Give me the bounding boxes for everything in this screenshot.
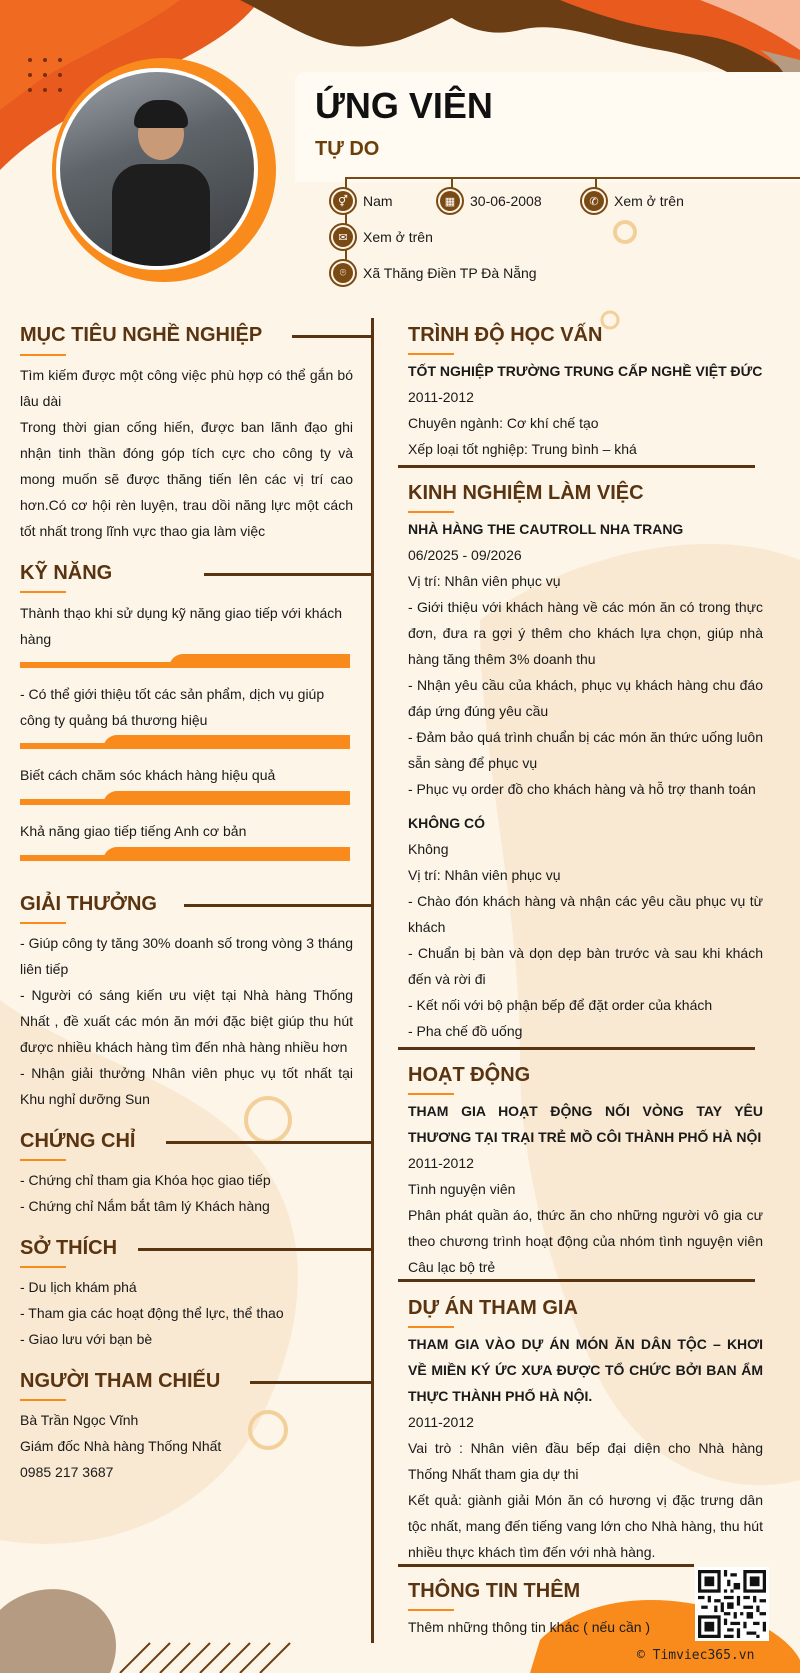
gender-icon: ⚥ bbox=[329, 187, 357, 215]
experience-job: NHÀ HÀNG THE CAUTROLL NHA TRANG 06/2025 - 09/2026 Vị trí: Nhân viên phục vụ - Giới thiệu với khách hàng về các món ăn có trong thực đơn, đưa ra gợi ý thêm cho khách lựa chọn, giúp nhà hàng tăng thêm 3% doanh thu - Nhận yêu cầu của khách, phục vụ khách hàng chu đáo đáp ứng đúng yêu cầu - Đảm bảo quá trình chuẩn bị các món ăn thức uống luôn sẵn sàng để phục vụ - Phục vụ order đồ cho khách hàng và hỗ trợ thanh toán bbox=[408, 521, 763, 797]
email-value: Xem ở trên bbox=[363, 229, 433, 245]
birthday-value: 30-06-2008 bbox=[470, 193, 542, 209]
projects-text: THAM GIA VÀO DỰ ÁN MÓN ĂN DÂN TỘC – KHƠI VỀ MIỀN KÝ ỨC XƯA ĐƯỢC TỔ CHỨC BỞI BAN ẨM THỰC THÀNH PHỐ HÀ NỘI. 2011-2012 Vai trò : Nhân viên đầu bếp đại diện cho Nhà hàng Thống Nhất tham gia dự thi Kết quả: giành giải Món ăn có hương vị đặc trưng dân tộc nhất, mang đến tiếng vang lớn cho Nhà hàng, thu hút nhiều thực khách tìm đến với nhà hàng. bbox=[408, 1336, 763, 1560]
section-title-education: TRÌNH ĐỘ HỌC VẤN bbox=[408, 324, 603, 346]
phone-value: Xem ở trên bbox=[614, 193, 684, 209]
contact-divider bbox=[345, 177, 800, 179]
section-title-objective: MỤC TIÊU NGHỀ NGHIỆP bbox=[20, 324, 263, 346]
skill-bar bbox=[20, 654, 350, 668]
skill-bar bbox=[20, 791, 350, 805]
skill-item: Thành thạo khi sử dụng kỹ năng giao tiếp với khách hàng bbox=[20, 605, 343, 647]
skill-bar bbox=[20, 847, 350, 861]
candidate-role: TỰ DO bbox=[315, 138, 380, 160]
avatar-photo bbox=[56, 68, 258, 270]
education-text: TỐT NGHIỆP TRƯỜNG TRUNG CẤP NGHỀ VIỆT ĐỨC 2011-2012 Chuyên ngành: Cơ khí chế tạo Xếp loại tốt nghiệp: Trung bình – khá bbox=[408, 363, 763, 457]
references-text: Bà Trần Ngọc Vĩnh Giám đốc Nhà hàng Thống Nhất 0985 217 3687 bbox=[20, 1412, 222, 1480]
contact-birthday bbox=[436, 187, 542, 215]
section-title-awards: GIẢI THƯỞNG bbox=[20, 893, 157, 915]
extra-info-text: Thêm những thông tin khác ( nếu cần ) bbox=[408, 1619, 651, 1635]
skill-item: Khả năng giao tiếp tiếng Anh cơ bản bbox=[20, 823, 247, 839]
location-pin-icon: ⌾ bbox=[329, 259, 357, 287]
activities-text: THAM GIA HOẠT ĐỘNG NỐI VÒNG TAY YÊU THƯƠNG TẠI TRẠI TRẺ MỒ CÔI THÀNH PHỐ HÀ NỘI 2011-2012 Tình nguyện viên Phân phát quần áo, thức ăn cho những người vô gia cư theo chương trình hoạt động của nhóm tình nguyện viên Câu lạc bộ trẻ bbox=[408, 1103, 763, 1275]
qr-code[interactable] bbox=[695, 1567, 769, 1641]
section-title-skills: KỸ NĂNG bbox=[20, 562, 113, 584]
contact-gender bbox=[329, 187, 393, 215]
section-title-projects: DỰ ÁN THAM GIA bbox=[408, 1297, 578, 1319]
objective-text: Tìm kiếm được một công việc phù hợp có thể gắn bó lâu dài Trong thời gian cống hiến, được ban lãnh đạo ghi nhận tinh thần đóng góp tích cực cho công ty và mong muốn sẽ được thăng tiến lên các vị trí cao hơn.Có cơ hội rèn luyện, trau dồi năng lực một cách tốt nhất trong lĩnh vực thao gia làm việc bbox=[20, 367, 353, 539]
skill-item: Biết cách chăm sóc khách hàng hiệu quả bbox=[20, 767, 276, 783]
column-divider bbox=[371, 318, 374, 1643]
skill-bar bbox=[20, 735, 350, 749]
section-title-hobbies: SỞ THÍCH bbox=[20, 1237, 118, 1259]
awards-text: - Giúp công ty tăng 30% doanh số trong vòng 3 tháng liên tiếp - Người có sáng kiến ưu việt tại Nhà hàng Thống Nhất , đề xuất các món ăn mới đặc biệt giúp thu hút được nhiều khách hàng tìm đến nhà hàng nhiều hơn - Nhận giải thưởng Nhân viên phục vụ tốt nhất tại Khu nghỉ dưỡng Sun bbox=[20, 935, 353, 1107]
hobbies-text: - Du lịch khám phá - Tham gia các hoạt động thể lực, thể thao - Giao lưu với bạn bè bbox=[20, 1279, 284, 1347]
phone-icon: ✆ bbox=[580, 187, 608, 215]
contact-email bbox=[329, 223, 433, 251]
section-title-references: NGƯỜI THAM CHIẾU bbox=[20, 1370, 221, 1392]
section-title-certificates: CHỨNG CHỈ bbox=[20, 1130, 136, 1152]
experience-job: KHÔNG CÓ Không Vị trí: Nhân viên phục vụ - Chào đón khách hàng và nhận các yêu cầu phục vụ từ khách - Chuẩn bị bàn và dọn dẹp bàn trước và sau khi khách đến và rời đi - Kết nối với bộ phận bếp để đặt order của khách - Pha chế đồ uống bbox=[408, 815, 763, 1039]
section-title-activities: HOẠT ĐỘNG bbox=[408, 1064, 531, 1086]
calendar-icon: ▦ bbox=[436, 187, 464, 215]
email-icon: ✉ bbox=[329, 223, 357, 251]
address-value: Xã Thăng Điền TP Đà Nẵng bbox=[363, 265, 537, 281]
gender-value: Nam bbox=[363, 193, 393, 209]
candidate-name: ỨNG VIÊN bbox=[315, 85, 493, 126]
contact-address bbox=[329, 259, 537, 287]
contact-phone bbox=[580, 187, 684, 215]
section-title-experience: KINH NGHIỆM LÀM VIỆC bbox=[408, 482, 644, 504]
watermark: © Timviec365.vn bbox=[637, 1648, 755, 1663]
skill-item: - Có thể giới thiệu tốt các sản phẩm, dịch vụ giúp công ty quảng bá thương hiệu bbox=[20, 686, 325, 728]
certificates-text: - Chứng chỉ tham gia Khóa học giao tiếp - Chứng chỉ Nắm bắt tâm lý Khách hàng bbox=[20, 1172, 271, 1214]
section-title-extra-info: THÔNG TIN THÊM bbox=[408, 1580, 581, 1602]
